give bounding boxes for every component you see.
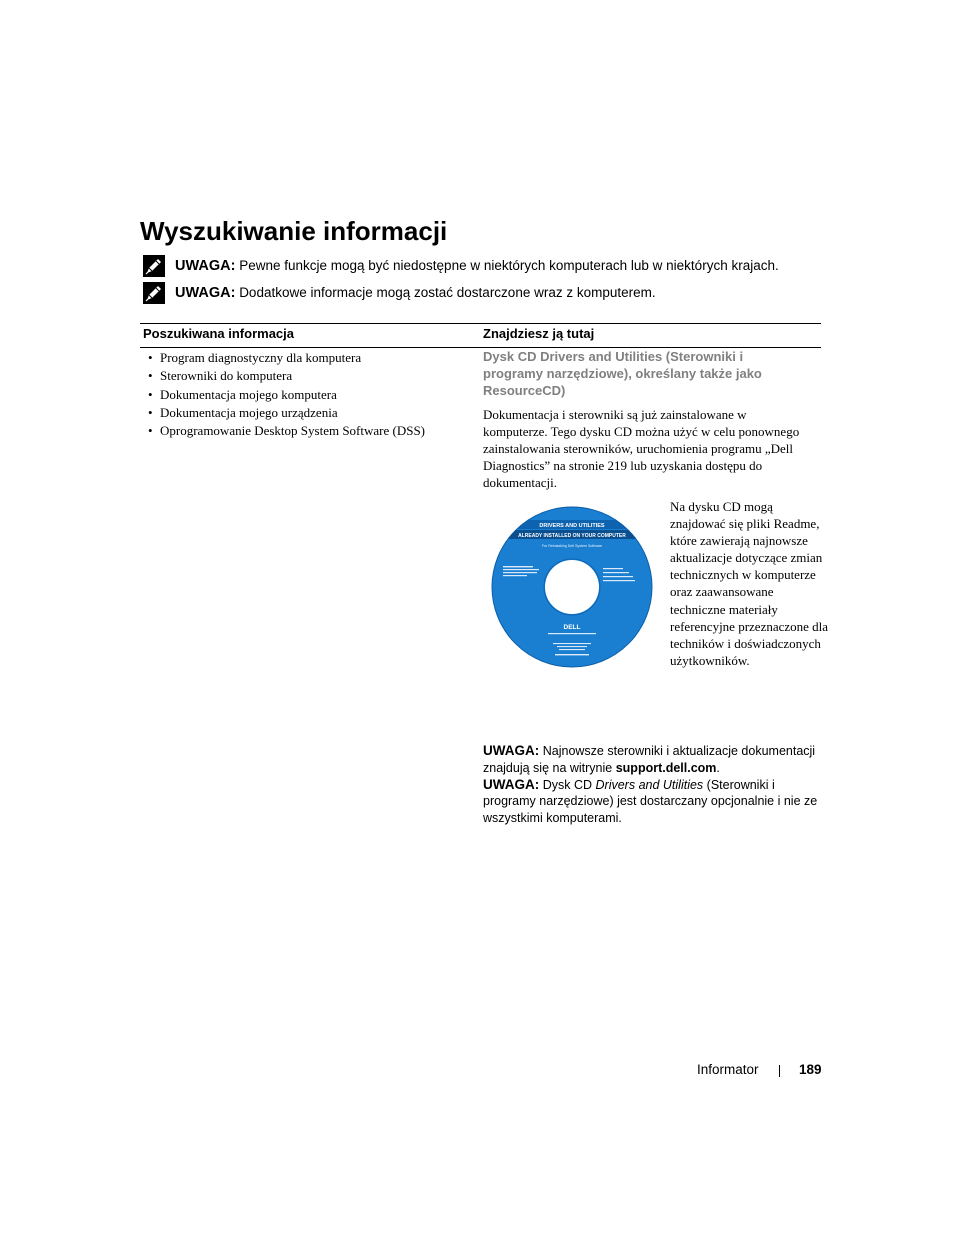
info-list [148,349,425,440]
note-text: Najnowsze sterowniki i aktualizacje dokumentacji znajdują się na witrynie [483,744,816,775]
page-title: Wyszukiwanie informacji [140,216,448,246]
footer-section: Informator [697,1062,759,1077]
list-item: • Sterowniki do komputera [148,367,425,385]
column-header-info: Poszukiwana informacja [143,326,294,341]
page-number: 189 [799,1062,822,1077]
list-item: • Dokumentacja mojego urządzenia [148,404,425,422]
note-paragraph [483,743,828,777]
cd-subtitle: For Reinstalling Dell System Software [541,544,603,548]
support-link[interactable]: support.dell.com [615,760,717,775]
pencil-note-icon [143,282,165,304]
cd-banner-bottom: ALREADY INSTALLED ON YOUR COMPUTER [518,533,626,539]
cd-banner-top: DRIVERS AND UTILITIES [539,523,605,529]
note-text-end: (Sterowniki i programy narzędziowe) jest dostarczany opcjonalnie i nie ze wszystkimi komputerami. [483,777,818,826]
list-item: • Oprogramowanie Desktop System Software (DSS) [148,422,425,440]
note-label: UWAGA: [175,285,236,301]
note-line [143,255,833,279]
footer-divider [779,1065,780,1077]
column-header-location: Znajdziesz ją tutaj [483,326,595,341]
note-text: Dodatkowe informacje mogą zostać dostarczone wraz z komputerem. [239,285,656,300]
note-paragraph [483,777,828,827]
note-text: Pewne funkcje mogą być niedostępne w niektórych komputerach lub w niektórych krajach. [239,258,779,273]
note-label: UWAGA: [483,743,540,758]
cd-title: Dysk CD Drivers and Utilities (Sterowniki i programy narzędziowe), określany także jako ResourceCD) [483,349,762,398]
dell-logo: DELL [563,624,581,631]
note-label: UWAGA: [483,776,540,792]
cd-center-hole [545,560,599,614]
note-text: Dysk CD [542,777,596,792]
list-item: • Program diagnostyczny dla komputera [148,349,425,367]
cd-disc-image [491,506,653,668]
note-italic: Drivers and Utilities [595,777,704,792]
note-line [143,282,833,306]
list-item: • Dokumentacja mojego komputera [148,386,425,404]
cd-description: Dokumentacja i sterowniki są już zainstalowane w komputerze. Tego dysku CD można użyć w celu ponownego zainstalowania sterowników, uruchomienia programu „Dell Diagnostics” na stronie 219 lub uzyskania dostępu do dokumentacji. [483,407,800,490]
note-label: UWAGA: [175,258,236,274]
cd-side-text: Na dysku CD mogą znajdować się pliki Readme, które zawierają najnowsze aktualizacje dotyczące zmian technicznych w komputerze oraz zaawansowane techniczne materiały referencyjne przeznaczone dla techników i doświadczonych użytkowników. [670,499,829,668]
note-text-end: . [716,760,720,775]
table-top-rule [140,323,821,324]
bottom-notes [483,743,828,827]
pencil-note-icon [143,255,165,277]
